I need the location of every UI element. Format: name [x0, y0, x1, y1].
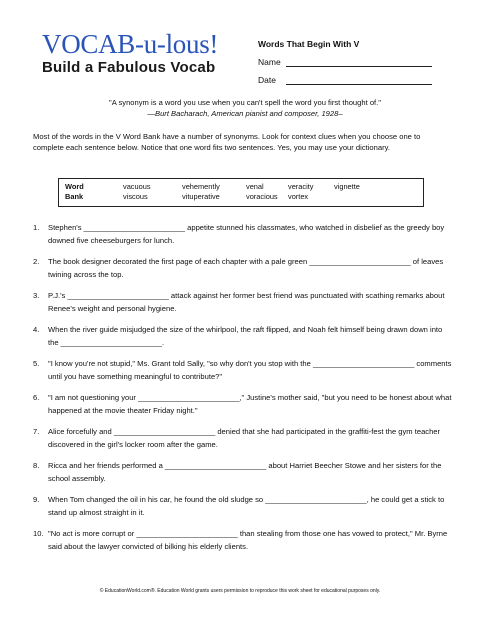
name-field[interactable]	[286, 57, 432, 67]
sentence-item	[33, 222, 453, 247]
word-bank-word: vortex	[288, 192, 309, 201]
sentence-text: Alice forcefully and ________________________ denied that she had participated in the graffiti-fest the gym teacher discovered in the girl's locker room after the game.	[48, 427, 441, 449]
word-bank-word: vituperative	[182, 192, 220, 201]
sentence-item	[33, 358, 453, 383]
word-bank-word: vignette	[334, 182, 360, 191]
sentence-number: 4.	[33, 325, 40, 334]
sentence-text: P.J.'s ________________________ attack against her former best friend was punctuated with scathing remarks about Renee's weight and personal hygiene.	[48, 291, 445, 313]
quote-text: "A synonym is a word you use when you can't spell the word you first thought of."	[109, 98, 381, 107]
name-row	[258, 57, 448, 67]
vocab-logo	[42, 30, 252, 76]
date-field[interactable]	[286, 75, 432, 85]
word-bank	[58, 178, 424, 207]
sentence-item	[33, 256, 453, 281]
word-bank-label-word: Word	[65, 182, 84, 191]
sentence-number: 5.	[33, 359, 40, 368]
sentence-text: "I know you're not stupid," Ms. Grant told Sally, "so why don't you stop with the ________________________ comments until you have something meaningful to contribute?"	[48, 359, 452, 381]
sentence-text: The book designer decorated the first page of each chapter with a pale green ________________________ of leaves twining across the top.	[48, 257, 444, 279]
sentence-text: "No act is more corrupt or ________________________ than stealing from those one has vowed to protect," Mr. Byrne said about the lawyer convicted of bilking his elderly clients.	[48, 529, 448, 551]
sentence-number: 8.	[33, 461, 40, 470]
instructions: Most of the words in the V Word Bank have a number of synonyms. Look for context clues when you choose one to complete each sentence below. Notice that one word fits two sentences. Yes, you may use your dictionary.	[33, 132, 421, 152]
sentence-item	[33, 528, 453, 553]
sentence-number: 3.	[33, 291, 40, 300]
word-bank-word: veracity	[288, 182, 314, 191]
sentence-number: 10.	[33, 529, 44, 538]
word-bank-label-bank: Bank	[65, 192, 84, 201]
word-bank-word: vehemently	[182, 182, 220, 191]
quote-attribution: —Burt Bacharach, American pianist and composer, 1928–	[147, 109, 343, 118]
worksheet-title: Words That Begin With V	[258, 39, 360, 49]
word-bank-word: vacuous	[123, 182, 151, 191]
worksheet-header	[258, 39, 448, 93]
sentence-text: "I am not questioning your ________________________," Justine's mother said, "but you need to be honest about what happened at the movie theater Friday night."	[48, 393, 452, 415]
name-label: Name	[258, 57, 281, 67]
sentence-text: When the river guide misjudged the size of the whirlpool, the raft flipped, and Noah felt himself being drawn down into the ________________________.	[48, 325, 443, 347]
sentence-number: 7.	[33, 427, 40, 436]
word-bank-word: voracious	[246, 192, 278, 201]
sentence-number: 2.	[33, 257, 40, 266]
logo-subtitle: Build a Fabulous Vocab	[42, 59, 216, 76]
sentence-list	[33, 222, 453, 553]
sentence-text: Ricca and her friends performed a ________________________ about Harriet Beecher Stowe and her sisters for the school assembly.	[48, 461, 442, 483]
sentence-number: 6.	[33, 393, 40, 402]
sentence-text: When Tom changed the oil in his car, he found the old sludge so ________________________, he could get a stick to stand up almost straight in it.	[48, 495, 445, 517]
quote	[40, 97, 450, 119]
word-bank-word: viscous	[123, 192, 148, 201]
logo-title: VOCAB-u-lous!	[42, 29, 219, 59]
copyright-footer: © EducationWorld.com®. Education World grants users permission to reproduce this work sheet for educational purposes only.	[99, 588, 381, 594]
sentence-item	[33, 426, 453, 451]
sentence-item	[33, 392, 453, 417]
sentence-text: Stephen's ________________________ appetite stunned his classmates, who watched in disbelief as the greedy boy downed five cheeseburgers for lunch.	[48, 223, 445, 245]
date-row	[258, 75, 448, 85]
sentence-item	[33, 290, 453, 315]
sentence-item	[33, 460, 453, 485]
sentence-number: 1.	[33, 223, 40, 232]
sentence-item	[33, 494, 453, 519]
sentence-number: 9.	[33, 495, 40, 504]
date-label: Date	[258, 75, 276, 85]
word-bank-word: venal	[246, 182, 264, 191]
sentence-item	[33, 324, 453, 349]
